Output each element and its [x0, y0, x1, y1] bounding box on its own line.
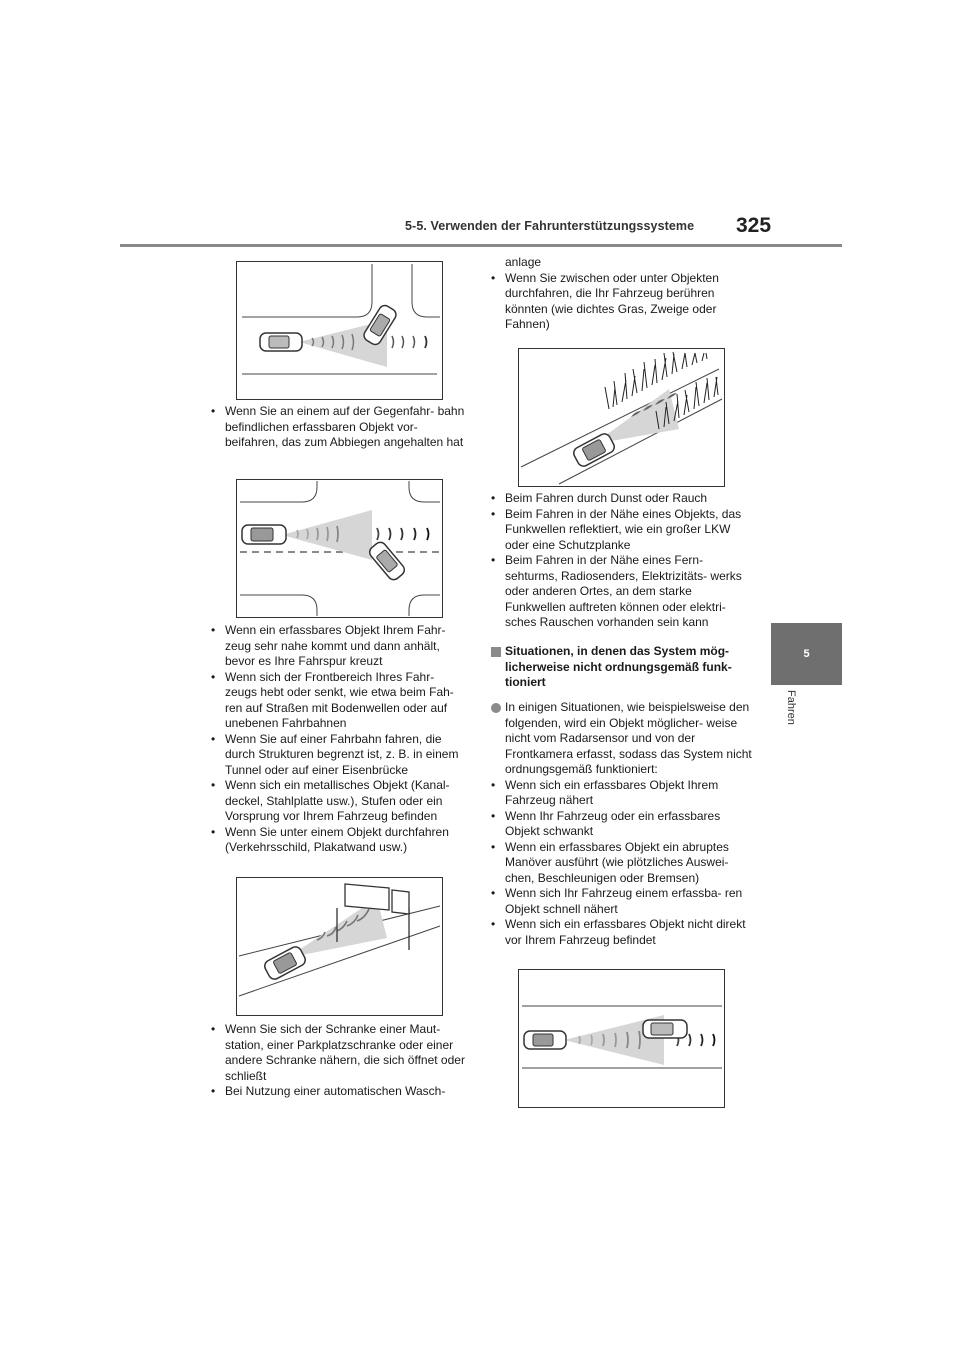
list-item: • Wenn sich ein metallisches Objekt (Kanal- deckel, Stahlplatte usw.), Stufen oder ein Vorsprung vor Ihrem Fahrzeug befinden [211, 778, 466, 825]
list-item: • Wenn ein erfassbares Objekt ein abruptes Manöver ausführt (wie plötzliches Auswei- chen, Beschleunigen oder Bremsen) [491, 840, 753, 887]
figure-crossing-vehicle [236, 479, 443, 618]
chapter-label-text: Fahren [785, 690, 797, 725]
circle-bullet-icon [491, 703, 501, 713]
square-bullet-icon [491, 647, 501, 657]
list-item: • Wenn Ihr Fahrzeug oder ein erfassbares Objekt schwankt [491, 809, 753, 840]
list-item: • Wenn sich der Frontbereich Ihres Fahr- zeugs hebt oder senkt, wie etwa beim Fah- ren auf Straßen mit Bodenwellen oder auf unebenen Fahrbahnen [211, 670, 466, 732]
continuation-text: anlage [505, 255, 542, 269]
figure-offset-vehicle [518, 969, 725, 1108]
list-item: • Wenn Sie an einem auf der Gegenfahr- bahn befindlichen erfassbaren Objekt vor- beifahren, das zum Abbiegen angehalten hat [211, 404, 466, 451]
figure-crossing-vehicle-illustration [237, 480, 442, 617]
list-item: • Wenn Sie auf einer Fahrbahn fahren, die durch Strukturen begrenzt ist, z. B. in einem Tunnel oder auf einer Eisenbrücke [211, 732, 466, 779]
list-item: • Wenn sich ein erfassbares Objekt Ihrem Fahrzeug nähert [491, 778, 753, 809]
chapter-label [781, 690, 801, 750]
figure-oncoming-turn-illustration [237, 262, 442, 399]
section-heading-text: Situationen, in denen das System mög- licherweise nicht ordnungsgemäß funk- tioniert [505, 644, 732, 689]
figure-oncoming-turn [236, 261, 443, 400]
list-item: • Wenn ein erfassbares Objekt Ihrem Fahr- zeug sehr nahe kommt und dann anhält, bevor es Ihre Fahrspur kreuzt [211, 623, 466, 670]
list-item: • Beim Fahren in der Nähe eines Fern- sehturms, Radiosenders, Elektrizitäts- werks oder anderen Ortes, an dem starke Funkwellen auftreten können oder elektri- sches Rauschen vorhanden sein kann [491, 553, 753, 631]
intro-paragraph-text: In einigen Situationen, wie beispielsweise den folgenden, wird ein Objekt möglicher- weise nicht vom Radarsensor und von der Frontkamera erfasst, sodass das System nicht ordnungsgemäß funktioniert: [505, 700, 752, 776]
section-title: 5-5. Verwenden der Fahrunterstützungssysteme [405, 219, 695, 233]
list-item: • Wenn Sie zwischen oder unter Objekten durchfahren, die Ihr Fahrzeug berühren könnten (wie dichtes Gras, Zweige oder Fahnen) [491, 271, 753, 333]
figure-overhead-sign-illustration [237, 878, 442, 1015]
intro-paragraph [491, 700, 753, 778]
list-item: • Wenn Sie sich der Schranke einer Maut- station, einer Parkplatzschranke oder einer andere Schranke nähern, die sich öffnet oder schließt [211, 1022, 471, 1084]
figure-dense-grass-illustration [519, 349, 724, 486]
header-rule [120, 244, 842, 247]
page-number: 325 [736, 214, 772, 237]
list-item: • Bei Nutzung einer automatischen Wasch- [211, 1084, 471, 1100]
list-item: • Beim Fahren in der Nähe eines Objekts, das Funkwellen reflektiert, wie ein großer LKW oder eine Schutzplanke [491, 507, 753, 554]
list-item: • Wenn Sie unter einem Objekt durchfahren (Verkehrsschild, Plakatwand usw.) [211, 825, 466, 856]
section-heading [491, 644, 753, 691]
figure-overhead-sign [236, 877, 443, 1016]
figure-offset-vehicle-illustration [519, 970, 724, 1107]
list-item: • Wenn sich ein erfassbares Objekt nicht direkt vor Ihrem Fahrzeug befindet [491, 917, 753, 948]
list-item: • Wenn sich Ihr Fahrzeug einem erfassba- ren Objekt schnell nähert [491, 886, 753, 917]
chapter-tab: 5 [771, 623, 842, 685]
list-item: • Beim Fahren durch Dunst oder Rauch [491, 491, 753, 507]
figure-dense-grass [518, 348, 725, 487]
